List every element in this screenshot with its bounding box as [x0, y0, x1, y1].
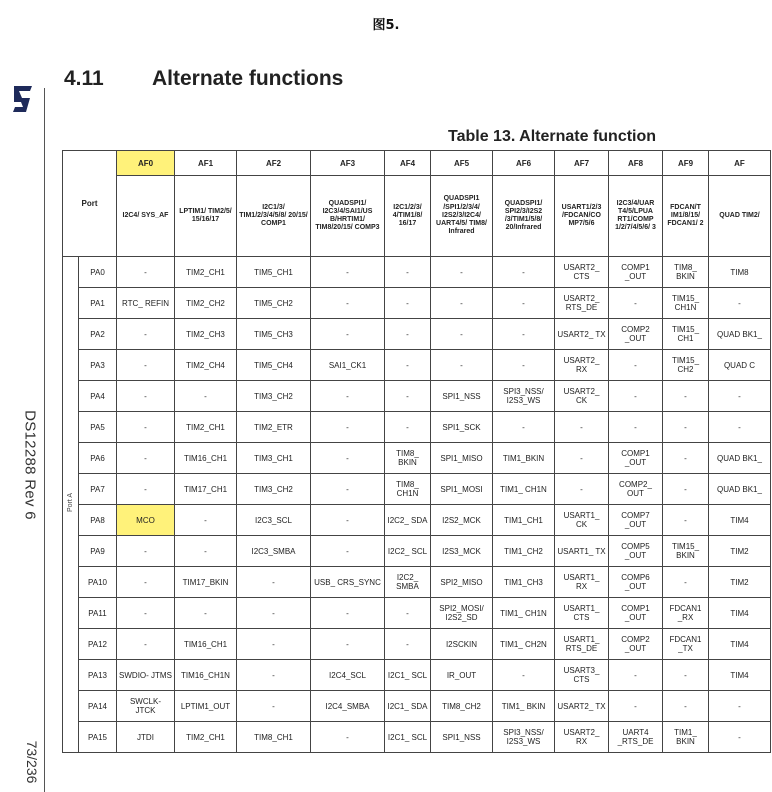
af-cell: - [175, 381, 237, 412]
af-cell: - [709, 288, 771, 319]
af-cell: QUAD BK1_ [709, 319, 771, 350]
af-cell: - [385, 350, 431, 381]
document-revision-text: DS12288 Rev 6 [21, 410, 39, 520]
af-cell: QUAD BK1_ [709, 443, 771, 474]
table-row [63, 381, 771, 412]
af-cell: TIM2_CH4 [175, 350, 237, 381]
af-cell: COMP6 _OUT [609, 567, 663, 598]
pin-cell: PA8 [79, 505, 117, 536]
table-row [63, 505, 771, 536]
af-cell: - [709, 691, 771, 722]
st-logo-icon [10, 82, 36, 116]
af-cell: USART1_ RX [555, 567, 609, 598]
af-cell: - [663, 567, 709, 598]
af-description-2: I2C1/3/ TIM1/2/3/4/5/8/ 20/15/ COMP1 [237, 176, 311, 257]
af-cell: TIM8_CH2 [431, 691, 493, 722]
af-cell: TIM16_CH1 [175, 629, 237, 660]
af-cell: TIM8_ CH1N [385, 474, 431, 505]
af-cell: SPI3_NSS/ I2S3_WS [493, 381, 555, 412]
pin-cell: PA6 [79, 443, 117, 474]
af-cell: SPI1_SCK [431, 412, 493, 443]
af-cell: TIM1_CH2 [493, 536, 555, 567]
af-cell: - [493, 288, 555, 319]
table-row [63, 288, 771, 319]
af-cell: - [431, 288, 493, 319]
af-cell: - [385, 598, 431, 629]
table-row [63, 443, 771, 474]
af-cell: SWCLK- JTCK [117, 691, 175, 722]
af-cell: - [555, 474, 609, 505]
af-cell: - [311, 505, 385, 536]
af-cell: - [663, 474, 709, 505]
af-cell: USART1_ CTS [555, 598, 609, 629]
af-cell: TIM15_ BKIN [663, 536, 709, 567]
af-cell: - [555, 412, 609, 443]
af-description-6: QUADSPI1/ SPI2/3/I2S2 /3/TIM1/5/8/ 20/Infrared [493, 176, 555, 257]
af-cell: COMP1 _OUT [609, 598, 663, 629]
af-cell: COMP5 _OUT [609, 536, 663, 567]
af-cell: SWDIO- JTMS [117, 660, 175, 691]
af-cell: - [311, 536, 385, 567]
af-header-8: AF8 [609, 151, 663, 176]
af-cell: QUAD C [709, 350, 771, 381]
af-cell: I2C3_SMBA [237, 536, 311, 567]
af-cell: UART4 _RTS_DE [609, 722, 663, 753]
af-cell: I2C1_ SCL [385, 722, 431, 753]
af-cell: TIM2_ETR [237, 412, 311, 443]
af-cell: USART2_ TX [555, 691, 609, 722]
af-cell: USART1_ CK [555, 505, 609, 536]
table-row [63, 691, 771, 722]
af-description-10: QUAD TIM2/ [709, 176, 771, 257]
port-group-label: Port A [67, 492, 74, 512]
af-cell: USART1_ TX [555, 536, 609, 567]
af-cell: - [117, 598, 175, 629]
pin-cell: PA0 [79, 257, 117, 288]
af-cell: TIM3_CH2 [237, 381, 311, 412]
af-cell: - [117, 629, 175, 660]
af-cell: TIM1_ BKIN [663, 722, 709, 753]
af-description-4: I2C1/2/3/ 4/TIM1/8/ 16/17 [385, 176, 431, 257]
pin-cell: PA11 [79, 598, 117, 629]
af-cell: I2C2_ SDA [385, 505, 431, 536]
af-header-1: AF1 [175, 151, 237, 176]
af-cell: TIM1_CH3 [493, 567, 555, 598]
table-row [63, 629, 771, 660]
table-row [63, 536, 771, 567]
af-header-6: AF6 [493, 151, 555, 176]
af-cell: TIM15_ CH1N [663, 288, 709, 319]
af-cell: - [431, 319, 493, 350]
af-cell: - [311, 474, 385, 505]
af-cell: TIM1_ CH1N [493, 598, 555, 629]
af-cell: TIM3_CH1 [237, 443, 311, 474]
af-cell: - [117, 443, 175, 474]
table-row [63, 412, 771, 443]
table-row [63, 722, 771, 753]
page-number-text: 73/236 [24, 740, 40, 784]
af-cell: TIM4 [709, 660, 771, 691]
af-description-7: USART1/2/3 /FDCAN/CO MP7/5/6 [555, 176, 609, 257]
af-cell: - [609, 288, 663, 319]
af-cell: TIM16_CH1N [175, 660, 237, 691]
af-cell: - [493, 660, 555, 691]
pin-cell: PA3 [79, 350, 117, 381]
af-cell: - [311, 629, 385, 660]
af-cell: COMP2 _OUT [609, 319, 663, 350]
af-cell: TIM1_CH1 [493, 505, 555, 536]
af-cell: TIM2_CH1 [175, 412, 237, 443]
af-cell: TIM15_ CH1 [663, 319, 709, 350]
af-cell: I2C1_ SDA [385, 691, 431, 722]
af-cell: - [609, 660, 663, 691]
af-cell: I2SCKIN [431, 629, 493, 660]
af-cell: I2C2_ SCL [385, 536, 431, 567]
af-cell: TIM5_CH1 [237, 257, 311, 288]
af-cell: TIM2_CH1 [175, 257, 237, 288]
af-cell: - [663, 381, 709, 412]
af-cell: - [385, 629, 431, 660]
af-cell: - [175, 536, 237, 567]
af-cell: - [175, 505, 237, 536]
af-cell: TIM5_CH3 [237, 319, 311, 350]
af-header-9: AF9 [663, 151, 709, 176]
pin-cell: PA13 [79, 660, 117, 691]
document-revision [10, 385, 50, 545]
af-cell: - [555, 443, 609, 474]
af-cell: USART2_ CTS [555, 257, 609, 288]
af-description-1: LPTIM1/ TIM2/5/ 15/16/17 [175, 176, 237, 257]
af-cell: - [311, 443, 385, 474]
af-header-0: AF0 [117, 151, 175, 176]
af-cell: COMP2 _OUT [609, 629, 663, 660]
af-cell: USART3_ CTS [555, 660, 609, 691]
af-cell: USART2_ RTS_DE [555, 288, 609, 319]
af-cell: SPI2_MISO [431, 567, 493, 598]
af-cell: COMP7 _OUT [609, 505, 663, 536]
alternate-function-table-container [62, 150, 762, 760]
af-cell: SPI1_NSS [431, 722, 493, 753]
af-cell: - [663, 443, 709, 474]
port-group-cell [63, 257, 79, 753]
af-cell: - [663, 412, 709, 443]
af-cell: - [431, 350, 493, 381]
af-cell: - [237, 660, 311, 691]
af-cell: - [311, 257, 385, 288]
af-cell: TIM17_CH1 [175, 474, 237, 505]
af-cell: - [493, 257, 555, 288]
af-cell: - [493, 350, 555, 381]
af-cell: QUAD BK1_ [709, 474, 771, 505]
af-cell: - [311, 722, 385, 753]
af-cell: IR_OUT [431, 660, 493, 691]
pin-cell: PA5 [79, 412, 117, 443]
page-number [12, 732, 52, 792]
table-row [63, 319, 771, 350]
af-cell: I2C1_ SCL [385, 660, 431, 691]
af-cell: COMP1 _OUT [609, 443, 663, 474]
af-cell: - [175, 598, 237, 629]
af-cell: - [385, 288, 431, 319]
pin-cell: PA4 [79, 381, 117, 412]
pin-cell: PA1 [79, 288, 117, 319]
af-description-0: I2C4/ SYS_AF [117, 176, 175, 257]
af-cell: - [385, 381, 431, 412]
af-cell: TIM8_ BKIN [385, 443, 431, 474]
af-cell: - [385, 257, 431, 288]
af-cell: FDCAN1 _RX [663, 598, 709, 629]
af-cell: MCO [117, 505, 175, 536]
af-cell: - [311, 412, 385, 443]
af-cell: JTDI [117, 722, 175, 753]
section-number: 4.11 [64, 67, 104, 90]
af-cell: - [609, 412, 663, 443]
af-description-8: I2C3/4/UAR T4/5/LPUA RT1/COMP 1/2/7/4/5/6/ 3 [609, 176, 663, 257]
af-header-5: AF5 [431, 151, 493, 176]
af-cell: - [609, 381, 663, 412]
pin-cell: PA15 [79, 722, 117, 753]
table-row [63, 474, 771, 505]
af-cell: TIM4 [709, 505, 771, 536]
pin-cell: PA9 [79, 536, 117, 567]
af-cell: SAI1_CK1 [311, 350, 385, 381]
af-cell: - [117, 536, 175, 567]
af-cell: SPI2_MOSI/ I2S2_SD [431, 598, 493, 629]
af-cell: I2C4_SMBA [311, 691, 385, 722]
af-cell: - [117, 412, 175, 443]
af-cell: - [663, 691, 709, 722]
af-cell: - [237, 629, 311, 660]
af-cell: TIM1_ CH1N [493, 474, 555, 505]
af-cell: TIM8_CH1 [237, 722, 311, 753]
pin-cell: PA14 [79, 691, 117, 722]
af-cell: - [609, 350, 663, 381]
pin-cell: PA10 [79, 567, 117, 598]
af-cell: - [709, 412, 771, 443]
af-cell: - [493, 319, 555, 350]
af-header-2: AF2 [237, 151, 311, 176]
af-cell: I2S2_MCK [431, 505, 493, 536]
af-cell: TIM2 [709, 567, 771, 598]
af-cell: TIM5_CH2 [237, 288, 311, 319]
af-cell: TIM8 [709, 257, 771, 288]
af-cell: - [663, 505, 709, 536]
af-cell: - [493, 412, 555, 443]
af-cell: TIM4 [709, 629, 771, 660]
af-cell: TIM2_CH3 [175, 319, 237, 350]
af-cell: USB_ CRS_SYNC [311, 567, 385, 598]
af-cell: TIM16_CH1 [175, 443, 237, 474]
af-cell: USART2_ RX [555, 722, 609, 753]
af-header-7: AF7 [555, 151, 609, 176]
af-cell: - [237, 598, 311, 629]
af-cell: FDCAN1 _TX [663, 629, 709, 660]
af-cell: I2S3_MCK [431, 536, 493, 567]
af-cell: - [709, 722, 771, 753]
af-cell: TIM3_CH2 [237, 474, 311, 505]
table-row [63, 598, 771, 629]
af-cell: - [663, 660, 709, 691]
af-cell: - [237, 567, 311, 598]
af-cell: TIM1_ CH2N [493, 629, 555, 660]
af-cell: - [311, 288, 385, 319]
af-cell: - [311, 319, 385, 350]
af-cell: I2C3_SCL [237, 505, 311, 536]
af-cell: - [117, 350, 175, 381]
af-cell: - [609, 691, 663, 722]
table-row [63, 350, 771, 381]
af-cell: - [117, 257, 175, 288]
af-cell: RTC_ REFIN [117, 288, 175, 319]
af-cell: SPI1_MOSI [431, 474, 493, 505]
af-cell: TIM1_BKIN [493, 443, 555, 474]
af-cell: TIM8_ BKIN [663, 257, 709, 288]
af-cell: TIM17_BKIN [175, 567, 237, 598]
af-cell: TIM2_CH1 [175, 722, 237, 753]
af-description-5: QUADSPI1 /SPI1/2/3/4/ I2S2/3/I2C4/ UART4/5/ TIM8/ Infrared [431, 176, 493, 257]
af-cell: - [117, 474, 175, 505]
af-header-3: AF3 [311, 151, 385, 176]
port-header: Port [63, 151, 117, 257]
table-row [63, 257, 771, 288]
af-header-4: AF4 [385, 151, 431, 176]
af-cell: TIM2 [709, 536, 771, 567]
alternate-function-table [62, 150, 771, 753]
af-cell: TIM1_ BKIN [493, 691, 555, 722]
af-cell: SPI3_NSS/ I2S3_WS [493, 722, 555, 753]
af-cell: USART2_ CK [555, 381, 609, 412]
af-cell: USART2_ RX [555, 350, 609, 381]
af-cell: TIM4 [709, 598, 771, 629]
af-cell: I2C4_SCL [311, 660, 385, 691]
af-cell: - [117, 567, 175, 598]
table-caption: Table 13. Alternate function [448, 128, 657, 145]
af-cell: - [709, 381, 771, 412]
af-cell: SPI1_MISO [431, 443, 493, 474]
af-cell: USART2_ TX [555, 319, 609, 350]
af-cell: COMP1 _OUT [609, 257, 663, 288]
af-cell: I2C2_ SMBA [385, 567, 431, 598]
af-cell: LPTIM1_OUT [175, 691, 237, 722]
af-cell: - [311, 598, 385, 629]
af-cell: - [431, 257, 493, 288]
table-row [63, 567, 771, 598]
af-description-3: QUADSPI1/ I2C3/4/SAI1/US B/HRTIM1/ TIM8/20/15/ COMP3 [311, 176, 385, 257]
pin-cell: PA2 [79, 319, 117, 350]
af-cell: TIM2_CH2 [175, 288, 237, 319]
pin-cell: PA7 [79, 474, 117, 505]
af-cell: TIM5_CH4 [237, 350, 311, 381]
pin-cell: PA12 [79, 629, 117, 660]
af-cell: - [117, 319, 175, 350]
af-cell: - [385, 319, 431, 350]
af-cell: - [311, 381, 385, 412]
af-cell: SPI1_NSS [431, 381, 493, 412]
section-title: Alternate functions [152, 67, 344, 90]
af-description-9: FDCAN/T IM1/8/15/ FDCAN1/ 2 [663, 176, 709, 257]
figure-caption: 图5. [372, 18, 400, 33]
af-cell: - [237, 691, 311, 722]
af-header-10: AF [709, 151, 771, 176]
af-cell: - [117, 381, 175, 412]
af-cell: USART1_ RTS_DE [555, 629, 609, 660]
af-cell: COMP2_ OUT [609, 474, 663, 505]
af-cell: - [385, 412, 431, 443]
table-row [63, 660, 771, 691]
af-cell: TIM15_ CH2 [663, 350, 709, 381]
